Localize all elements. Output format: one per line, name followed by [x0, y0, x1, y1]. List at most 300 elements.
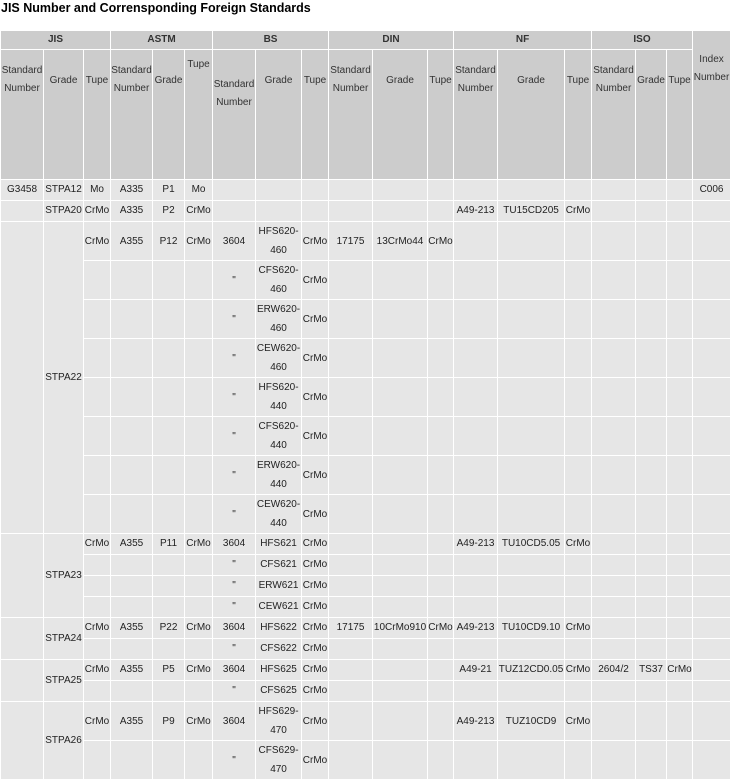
astm-grade: P22	[153, 618, 185, 639]
empty-cell	[111, 597, 153, 618]
empty-cell	[302, 201, 329, 222]
empty-cell	[454, 456, 498, 495]
bs-tupe: CrMo	[302, 534, 329, 555]
empty-cell	[592, 300, 636, 339]
table-row	[1, 495, 730, 534]
bs-grade: CEW620-460	[256, 339, 302, 378]
bs-standard-number: "	[213, 576, 256, 597]
bs-grade: HFS629-470	[256, 702, 302, 741]
group-din: DIN	[329, 31, 454, 50]
empty-cell	[693, 681, 730, 702]
nf-grade: TUZ10CD9	[498, 702, 565, 741]
empty-cell	[636, 201, 667, 222]
bs-standard-number: "	[213, 339, 256, 378]
empty-cell	[667, 222, 693, 261]
empty-cell	[329, 300, 373, 339]
empty-cell	[185, 456, 213, 495]
bs-tupe: CrMo	[302, 300, 329, 339]
empty-cell	[428, 300, 454, 339]
empty-cell	[84, 597, 111, 618]
nf-grade: TU10CD9.10	[498, 618, 565, 639]
bs-standard-number: "	[213, 639, 256, 660]
empty-cell	[329, 261, 373, 300]
jis-grade: STPA12	[44, 180, 84, 201]
empty-cell	[373, 639, 428, 660]
empty-cell	[454, 222, 498, 261]
bs-standard-number: 3604	[213, 534, 256, 555]
bs-standard-number: 3604	[213, 702, 256, 741]
empty-cell	[667, 456, 693, 495]
empty-cell	[329, 576, 373, 597]
empty-cell	[565, 222, 592, 261]
empty-cell	[592, 180, 636, 201]
astm-tupe: CrMo	[185, 534, 213, 555]
empty-cell	[1, 201, 44, 222]
empty-cell	[498, 597, 565, 618]
empty-cell	[667, 201, 693, 222]
empty-cell	[592, 597, 636, 618]
empty-cell	[693, 201, 730, 222]
empty-cell	[111, 339, 153, 378]
empty-cell	[636, 597, 667, 618]
empty-cell	[498, 555, 565, 576]
empty-cell	[329, 534, 373, 555]
table-row	[1, 681, 730, 702]
nf-tupe: CrMo	[565, 702, 592, 741]
jis-grade: STPA25	[44, 660, 84, 702]
jis-grade: STPA22	[44, 222, 84, 534]
empty-cell	[454, 555, 498, 576]
nf-standard-number: A49-213	[454, 702, 498, 741]
iso-standard-number-header: Standard Number	[592, 50, 636, 180]
empty-cell	[428, 534, 454, 555]
empty-cell	[153, 741, 185, 780]
empty-cell	[1, 222, 44, 534]
astm-grade: P2	[153, 201, 185, 222]
astm-standard-number: A355	[111, 618, 153, 639]
page-title: JIS Number and Corrensponding Foreign Standards	[1, 0, 311, 16]
nf-grade: TUZ12CD0.05	[498, 660, 565, 681]
empty-cell	[498, 180, 565, 201]
empty-cell	[565, 495, 592, 534]
table-row	[1, 456, 730, 495]
empty-cell	[213, 180, 256, 201]
empty-cell	[185, 339, 213, 378]
empty-cell	[428, 555, 454, 576]
empty-cell	[84, 681, 111, 702]
empty-cell	[565, 378, 592, 417]
empty-cell	[111, 681, 153, 702]
iso-grade-header: Grade	[636, 50, 667, 180]
din-tupe: CrMo	[428, 222, 454, 261]
empty-cell	[373, 660, 428, 681]
empty-cell	[565, 417, 592, 456]
empty-cell	[693, 660, 730, 681]
jis-grade: STPA23	[44, 534, 84, 618]
bs-grade: HFS620-460	[256, 222, 302, 261]
empty-cell	[693, 456, 730, 495]
astm-standard-number: A335	[111, 180, 153, 201]
table-row	[1, 576, 730, 597]
table-row	[1, 741, 730, 780]
jis-tupe: CrMo	[84, 618, 111, 639]
empty-cell	[329, 456, 373, 495]
empty-cell	[84, 339, 111, 378]
empty-cell	[428, 417, 454, 456]
empty-cell	[636, 339, 667, 378]
empty-cell	[373, 201, 428, 222]
jis-tupe-header: Tupe	[84, 50, 111, 180]
empty-cell	[329, 681, 373, 702]
empty-cell	[667, 639, 693, 660]
empty-cell	[111, 555, 153, 576]
bs-standard-number: "	[213, 597, 256, 618]
index-number-header: Index Number	[693, 31, 730, 180]
empty-cell	[454, 597, 498, 618]
empty-cell	[111, 741, 153, 780]
empty-cell	[153, 456, 185, 495]
empty-cell	[428, 741, 454, 780]
empty-cell	[636, 222, 667, 261]
empty-cell	[565, 681, 592, 702]
table-row	[1, 201, 730, 222]
jis-tupe: CrMo	[84, 660, 111, 681]
group-jis: JIS	[1, 31, 111, 50]
empty-cell	[256, 180, 302, 201]
empty-cell	[454, 261, 498, 300]
empty-cell	[636, 618, 667, 639]
iso-grade: TS37	[636, 660, 667, 681]
empty-cell	[667, 597, 693, 618]
empty-cell	[565, 597, 592, 618]
empty-cell	[428, 681, 454, 702]
nf-standard-number-header: Standard Number	[454, 50, 498, 180]
empty-cell	[373, 597, 428, 618]
empty-cell	[592, 555, 636, 576]
empty-cell	[592, 681, 636, 702]
empty-cell	[428, 639, 454, 660]
empty-cell	[667, 618, 693, 639]
empty-cell	[667, 261, 693, 300]
empty-cell	[153, 261, 185, 300]
empty-cell	[636, 534, 667, 555]
empty-cell	[693, 741, 730, 780]
empty-cell	[498, 456, 565, 495]
empty-cell	[565, 180, 592, 201]
empty-cell	[565, 639, 592, 660]
nf-tupe-header: Tupe	[565, 50, 592, 180]
standards-table	[0, 30, 730, 780]
empty-cell	[565, 300, 592, 339]
nf-standard-number: A49-213	[454, 201, 498, 222]
din-grade-header: Grade	[373, 50, 428, 180]
jis-standard-number: G3458	[1, 180, 44, 201]
astm-tupe: CrMo	[185, 201, 213, 222]
din-tupe-header: Tupe	[428, 50, 454, 180]
empty-cell	[667, 681, 693, 702]
empty-cell	[498, 639, 565, 660]
empty-cell	[329, 660, 373, 681]
empty-cell	[592, 618, 636, 639]
bs-standard-number: "	[213, 495, 256, 534]
empty-cell	[84, 555, 111, 576]
empty-cell	[84, 300, 111, 339]
empty-cell	[693, 702, 730, 741]
bs-standard-number: "	[213, 741, 256, 780]
table-row	[1, 639, 730, 660]
bs-tupe: CrMo	[302, 681, 329, 702]
din-grade: 10CrMo910	[373, 618, 428, 639]
jis-grade-header: Grade	[44, 50, 84, 180]
empty-cell	[454, 378, 498, 417]
empty-cell	[373, 261, 428, 300]
empty-cell	[693, 534, 730, 555]
empty-cell	[454, 180, 498, 201]
table-row	[1, 660, 730, 681]
empty-cell	[565, 741, 592, 780]
astm-standard-number: A335	[111, 201, 153, 222]
empty-cell	[213, 201, 256, 222]
empty-cell	[84, 576, 111, 597]
empty-cell	[667, 576, 693, 597]
empty-cell	[111, 456, 153, 495]
empty-cell	[185, 261, 213, 300]
table-row	[1, 378, 730, 417]
empty-cell	[329, 741, 373, 780]
empty-cell	[636, 702, 667, 741]
empty-cell	[693, 495, 730, 534]
astm-standard-number-header: Standard Number	[111, 50, 153, 180]
sub-header-row	[1, 50, 730, 180]
empty-cell	[428, 378, 454, 417]
nf-tupe: CrMo	[565, 534, 592, 555]
din-standard-number: 17175	[329, 222, 373, 261]
empty-cell	[185, 597, 213, 618]
empty-cell	[428, 702, 454, 741]
astm-standard-number: A355	[111, 702, 153, 741]
empty-cell	[667, 417, 693, 456]
empty-cell	[1, 660, 44, 702]
astm-tupe: Mo	[185, 180, 213, 201]
empty-cell	[153, 555, 185, 576]
empty-cell	[592, 456, 636, 495]
bs-grade: CFS621	[256, 555, 302, 576]
empty-cell	[428, 261, 454, 300]
jis-standard-number-header: Standard Number	[1, 50, 44, 180]
empty-cell	[636, 681, 667, 702]
empty-cell	[373, 741, 428, 780]
empty-cell	[185, 417, 213, 456]
nf-tupe: CrMo	[565, 660, 592, 681]
group-header-row	[1, 31, 730, 50]
table-row	[1, 618, 730, 639]
empty-cell	[693, 555, 730, 576]
empty-cell	[498, 495, 565, 534]
empty-cell	[373, 576, 428, 597]
empty-cell	[693, 300, 730, 339]
bs-grade: ERW620-440	[256, 456, 302, 495]
empty-cell	[592, 741, 636, 780]
empty-cell	[153, 300, 185, 339]
bs-standard-number-header: Standard Number	[213, 50, 256, 180]
bs-tupe: CrMo	[302, 417, 329, 456]
empty-cell	[636, 456, 667, 495]
empty-cell	[667, 534, 693, 555]
empty-cell	[111, 378, 153, 417]
bs-grade: CFS620-460	[256, 261, 302, 300]
empty-cell	[667, 339, 693, 378]
nf-grade: TU15CD205	[498, 201, 565, 222]
group-astm: ASTM	[111, 31, 213, 50]
empty-cell	[153, 417, 185, 456]
empty-cell	[428, 456, 454, 495]
empty-cell	[498, 222, 565, 261]
empty-cell	[329, 417, 373, 456]
empty-cell	[84, 741, 111, 780]
table-row	[1, 339, 730, 378]
empty-cell	[84, 456, 111, 495]
empty-cell	[185, 555, 213, 576]
empty-cell	[428, 180, 454, 201]
empty-cell	[111, 495, 153, 534]
empty-cell	[592, 222, 636, 261]
empty-cell	[185, 639, 213, 660]
empty-cell	[1, 702, 44, 780]
empty-cell	[667, 378, 693, 417]
empty-cell	[428, 201, 454, 222]
empty-cell	[454, 417, 498, 456]
astm-grade-header: Grade	[153, 50, 185, 180]
jis-tupe: CrMo	[84, 702, 111, 741]
nf-standard-number: A49-213	[454, 534, 498, 555]
group-nf: NF	[454, 31, 592, 50]
jis-grade: STPA26	[44, 702, 84, 780]
bs-tupe: CrMo	[302, 378, 329, 417]
empty-cell	[84, 261, 111, 300]
astm-grade: P11	[153, 534, 185, 555]
empty-cell	[329, 555, 373, 576]
bs-grade-header: Grade	[256, 50, 302, 180]
nf-grade-header: Grade	[498, 50, 565, 180]
bs-standard-number: "	[213, 300, 256, 339]
bs-tupe: CrMo	[302, 222, 329, 261]
empty-cell	[373, 180, 428, 201]
jis-tupe: CrMo	[84, 534, 111, 555]
empty-cell	[428, 339, 454, 378]
jis-grade: STPA20	[44, 201, 84, 222]
bs-standard-number: "	[213, 417, 256, 456]
empty-cell	[667, 180, 693, 201]
empty-cell	[185, 681, 213, 702]
bs-grade: HFS621	[256, 534, 302, 555]
empty-cell	[185, 741, 213, 780]
empty-cell	[153, 339, 185, 378]
empty-cell	[693, 261, 730, 300]
empty-cell	[84, 417, 111, 456]
empty-cell	[84, 495, 111, 534]
table-row	[1, 702, 730, 741]
empty-cell	[693, 222, 730, 261]
empty-cell	[498, 339, 565, 378]
empty-cell	[592, 378, 636, 417]
empty-cell	[111, 300, 153, 339]
bs-grade: CEW621	[256, 597, 302, 618]
bs-grade: HFS622	[256, 618, 302, 639]
empty-cell	[498, 261, 565, 300]
bs-grade: CFS625	[256, 681, 302, 702]
empty-cell	[636, 741, 667, 780]
astm-tupe: CrMo	[185, 702, 213, 741]
astm-tupe: CrMo	[185, 222, 213, 261]
jis-tupe: CrMo	[84, 201, 111, 222]
empty-cell	[592, 417, 636, 456]
empty-cell	[1, 534, 44, 618]
empty-cell	[373, 417, 428, 456]
empty-cell	[454, 495, 498, 534]
empty-cell	[565, 555, 592, 576]
empty-cell	[636, 555, 667, 576]
table-row	[1, 222, 730, 261]
nf-tupe: CrMo	[565, 618, 592, 639]
table-row	[1, 555, 730, 576]
empty-cell	[636, 639, 667, 660]
iso-tupe: CrMo	[667, 660, 693, 681]
empty-cell	[111, 417, 153, 456]
empty-cell	[592, 201, 636, 222]
nf-grade: TU10CD5.05	[498, 534, 565, 555]
table-row	[1, 417, 730, 456]
empty-cell	[329, 378, 373, 417]
bs-grade: CEW620-440	[256, 495, 302, 534]
empty-cell	[111, 576, 153, 597]
astm-tupe: CrMo	[185, 618, 213, 639]
empty-cell	[636, 576, 667, 597]
empty-cell	[428, 495, 454, 534]
bs-grade: CFS622	[256, 639, 302, 660]
empty-cell	[636, 180, 667, 201]
empty-cell	[454, 300, 498, 339]
bs-grade: HFS625	[256, 660, 302, 681]
empty-cell	[454, 576, 498, 597]
empty-cell	[373, 555, 428, 576]
empty-cell	[454, 339, 498, 378]
empty-cell	[693, 378, 730, 417]
empty-cell	[693, 597, 730, 618]
empty-cell	[498, 300, 565, 339]
empty-cell	[667, 741, 693, 780]
empty-cell	[153, 681, 185, 702]
bs-grade: ERW620-460	[256, 300, 302, 339]
din-standard-number: 17175	[329, 618, 373, 639]
bs-tupe: CrMo	[302, 495, 329, 534]
empty-cell	[667, 702, 693, 741]
bs-tupe: CrMo	[302, 339, 329, 378]
table-row	[1, 261, 730, 300]
jis-tupe: CrMo	[84, 222, 111, 261]
empty-cell	[153, 378, 185, 417]
astm-grade: P9	[153, 702, 185, 741]
empty-cell	[565, 261, 592, 300]
din-grade: 13CrMo44	[373, 222, 428, 261]
bs-standard-number: "	[213, 681, 256, 702]
bs-tupe: CrMo	[302, 618, 329, 639]
bs-standard-number: "	[213, 456, 256, 495]
empty-cell	[636, 300, 667, 339]
astm-standard-number: A355	[111, 534, 153, 555]
jis-grade: STPA24	[44, 618, 84, 660]
empty-cell	[498, 741, 565, 780]
table-row	[1, 597, 730, 618]
